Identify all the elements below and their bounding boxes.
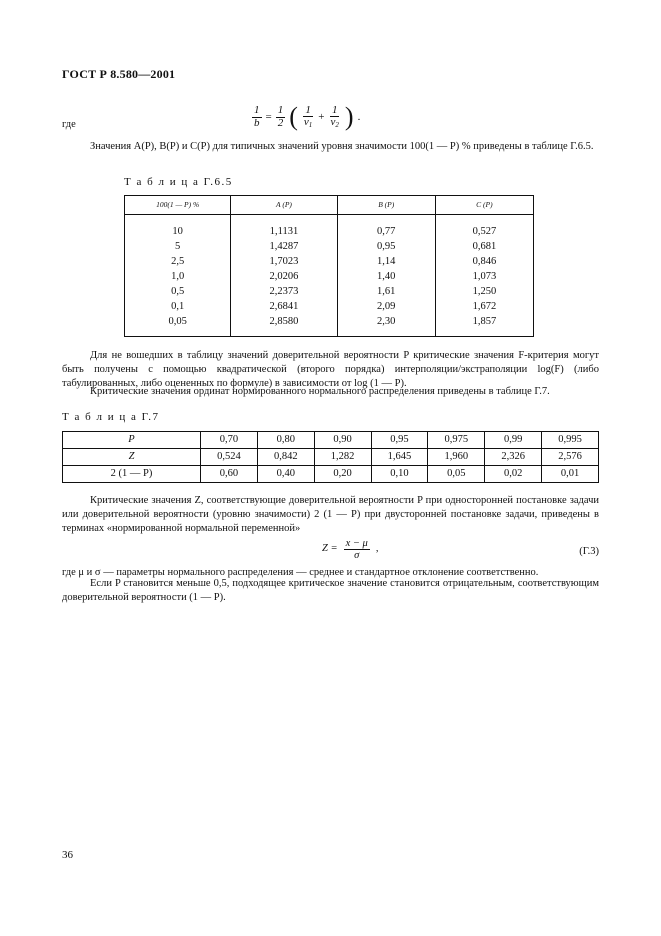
- paragraph-critical-z: Критические значения Z, соответствующие доверительной вероятности P при односторонней постановке задачи или доверительной вероятности (уровню значимости) 2 (1 — P) при двусторонней постановке задачи, приведены в терминах «нормированной нормальной переменной»: [62, 495, 599, 535]
- table-cell: 1,61: [337, 285, 435, 300]
- right-paren: ): [344, 102, 354, 131]
- table-cell: 0,846: [435, 255, 533, 270]
- half-fraction: $\frac{1}{2}$: [277, 103, 284, 129]
- table-cell: 2,576: [542, 449, 599, 466]
- table-cell: 0,5: [125, 285, 231, 300]
- table-cell: 0,60: [201, 466, 258, 483]
- table-cell: 0,01: [542, 466, 599, 483]
- table-cell: 1,857: [435, 315, 533, 337]
- table-row: [125, 285, 534, 300]
- table-cell: 0,681: [435, 240, 533, 255]
- table-cell: 1,0: [125, 270, 231, 285]
- table-row: [63, 449, 599, 466]
- page-number: 36: [62, 849, 73, 861]
- table-cell: 0,02: [485, 466, 542, 483]
- formula-z: Z = $\frac{x - \mu}{\sigma}$ ,: [322, 538, 379, 562]
- table-cell: 0,527: [435, 215, 533, 241]
- table-cell: 2,5: [125, 255, 231, 270]
- table-cell: 0,70: [201, 432, 258, 449]
- table-header-row: [125, 196, 534, 215]
- row-header-cell: P: [63, 432, 201, 449]
- table-cell: 0,524: [201, 449, 258, 466]
- column-header: C (P): [435, 196, 533, 215]
- table-cell: 10: [125, 215, 231, 241]
- table-cell: 0,99: [485, 432, 542, 449]
- table-cell: 2,30: [337, 315, 435, 337]
- table-cell: 0,77: [337, 215, 435, 241]
- table-cell: 0,40: [257, 466, 314, 483]
- table-cell: 2,09: [337, 300, 435, 315]
- table-cell: 0,842: [257, 449, 314, 466]
- term2-fraction: $\frac{1}{\nu_2}$: [330, 103, 339, 130]
- column-header: B (P): [337, 196, 435, 215]
- table-cell: 2,0206: [231, 270, 337, 285]
- table-caption-g65: Т а б л и ц а Г.6.5: [124, 176, 233, 188]
- formula-b: $\frac{1}{b}$ = $\frac{1}{2}$ ( $\frac{1}{\nu_1}$ + $\frac{1}{\nu_2}$ ) .: [254, 102, 361, 131]
- row-header-cell: Z: [63, 449, 201, 466]
- equation-number: (Г.3): [579, 546, 599, 557]
- table-cell: 1,7023: [231, 255, 337, 270]
- table-cell: 1,282: [314, 449, 371, 466]
- table-cell: 0,1: [125, 300, 231, 315]
- table-row: [125, 215, 534, 241]
- paragraph-normal-ordinates: Критические значения ординат нормированного нормального распределения приведены в таблице Г.7.: [90, 386, 550, 397]
- table-row: [125, 315, 534, 337]
- term1-fraction: $\frac{1}{\nu_1}$: [303, 103, 313, 130]
- table-cell: 1,960: [428, 449, 485, 466]
- table-cell: 1,4287: [231, 240, 337, 255]
- table-cell: 0,10: [371, 466, 428, 483]
- table-cell: 0,95: [371, 432, 428, 449]
- paragraph-values: Значения A(P), B(P) и C(P) для типичных значений уровня значимости 100(1 — P) % приведены в таблице Г.6.5.: [90, 141, 594, 152]
- paragraph-parameters: где μ и σ — параметры нормального распределения — среднее и стандартное отклонение соответственно.: [62, 567, 539, 578]
- table-cell: 1,645: [371, 449, 428, 466]
- table-row: [125, 240, 534, 255]
- table-cell: 0,05: [428, 466, 485, 483]
- table-g7: [62, 431, 599, 483]
- table-cell: 2,326: [485, 449, 542, 466]
- table-cell: 0,80: [257, 432, 314, 449]
- table-cell: 5: [125, 240, 231, 255]
- table-g65: [124, 195, 534, 337]
- table-cell: 0,975: [428, 432, 485, 449]
- paragraph-interpolation: Для не вошедших в таблицу значений доверительной вероятности P критические значения F-критерия могут быть получены с помощью квадратической (второго порядка) интерполяции/экстраполяции log(F) (либо табулированных, либо оцененных по формуле) в зависимости от log (1 — P).: [62, 350, 599, 390]
- table-cell: 2,2373: [231, 285, 337, 300]
- where-label: где: [62, 119, 76, 130]
- z-fraction: $\frac{x - \mu}{\sigma}$: [345, 538, 368, 562]
- table-cell: 0,05: [125, 315, 231, 337]
- table-cell: 2,8580: [231, 315, 337, 337]
- document-header: ГОСТ Р 8.580—2001: [62, 67, 176, 81]
- table-row: [63, 432, 599, 449]
- row-header-cell: 2 (1 — P): [63, 466, 201, 483]
- table-cell: 1,250: [435, 285, 533, 300]
- table-cell: 0,995: [542, 432, 599, 449]
- paragraph-negative-value: Если P становится меньше 0,5, подходящее критическое значение становится отрицательным, соответствующим доверительной вероятности (1 — P).: [62, 578, 599, 604]
- column-header: A (P): [231, 196, 337, 215]
- column-header: 100(1 — P) %: [125, 196, 231, 215]
- table-caption-g7: Т а б л и ц а Г.7: [62, 411, 160, 423]
- table-row: [125, 270, 534, 285]
- table-cell: 0,20: [314, 466, 371, 483]
- table-row: [125, 300, 534, 315]
- lhs-fraction: $\frac{1}{b}$: [254, 103, 260, 129]
- table-cell: 1,073: [435, 270, 533, 285]
- table-cell: 0,90: [314, 432, 371, 449]
- table-row: [63, 466, 599, 483]
- table-cell: 2,6841: [231, 300, 337, 315]
- table-row: [125, 255, 534, 270]
- table-cell: 1,40: [337, 270, 435, 285]
- table-cell: 1,672: [435, 300, 533, 315]
- table-cell: 1,1131: [231, 215, 337, 241]
- table-cell: 0,95: [337, 240, 435, 255]
- table-cell: 1,14: [337, 255, 435, 270]
- left-paren: (: [289, 102, 298, 131]
